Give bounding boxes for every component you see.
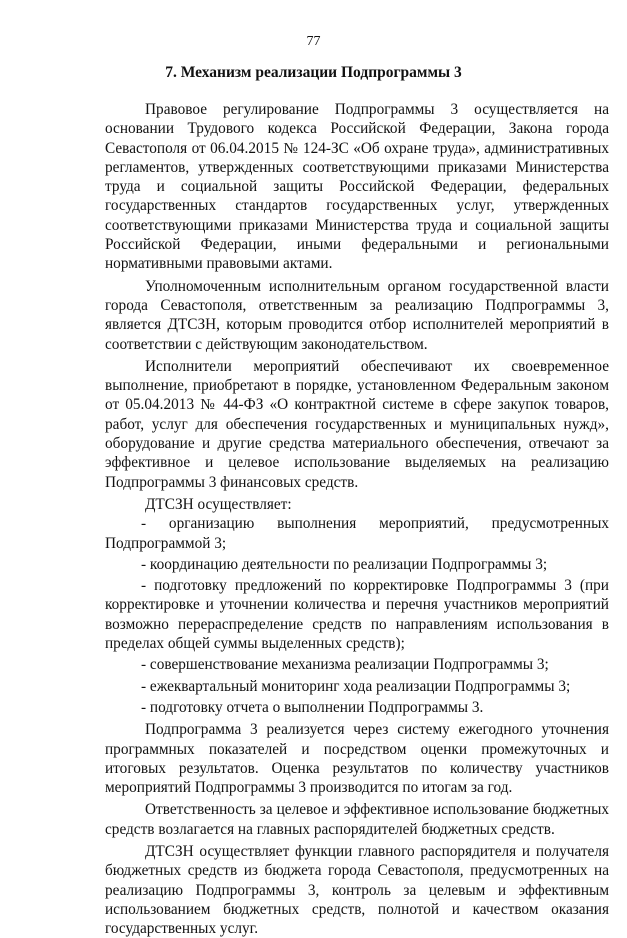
section-heading: 7. Механизм реализации Подпрограммы 3 xyxy=(165,64,462,81)
paragraph-authorized-body: Уполномоченным исполнительным органом государственной власти города Севастополя, ответственным за реализацию Подпрограммы 3, является ДТСЗН, которым проводится отбор исполнителей мероприятий в соответствии с действующим законодательством. xyxy=(105,277,609,353)
paragraph-implementation: Подпрограмма 3 реализуется через систему ежегодного уточнения программных показателей и посредством оценки промежуточных и итоговых результатов. Оценка результатов по количеству участников мероприятий Подпрограммы 3 производится по итогам за год. xyxy=(105,721,609,797)
list-item-organization: - организацию выполнения мероприятий, предусмотренных Подпрограммой 3; xyxy=(105,515,609,552)
list-item-improvement: - совершенствование механизма реализации Подпрограммы 3; xyxy=(141,656,549,674)
document-body xyxy=(105,100,609,938)
list-item-coordination: - координацию деятельности по реализации Подпрограммы 3; xyxy=(141,555,548,573)
paragraph-legal-basis: Правовое регулирование Подпрограммы 3 осуществляется на основании Трудового кодекса Российской Федерации, Закона города Севастополя от 06.04.2015 № 124-ЗС «Об охране труда», административных регламентов, утвержденных соответствующими приказами Министерства труда и социальной защиты Российской Федерации, федеральных государственных стандартов государственных услуг, утвержденных соответствующими приказами Министерства труда и социальной защиты Российской Федерации, иными федеральными и региональными нормативными правовыми актами. xyxy=(105,101,609,273)
list-item-monitoring: - ежеквартальный мониторинг хода реализации Подпрограммы 3; xyxy=(141,677,571,695)
list-item-proposals: - подготовку предложений по корректировке Подпрограммы 3 (при корректировке и уточнении количества и перечня участников мероприятий возможно перераспределение средств по направлениям использования в пределах общей суммы выделенных средств); xyxy=(105,577,609,653)
paragraph-responsibility: Ответственность за целевое и эффективное использование бюджетных средств возлагается на главных распорядителей бюджетных средств. xyxy=(105,801,609,838)
paragraph-executors: Исполнители мероприятий обеспечивают их своевременное выполнение, приобретают в порядке, установленном Федеральным законом от 05.04.2013 № 44-ФЗ «О контрактной системе в сфере закупок товаров, работ, услуг для обеспечения государственных и муниципальных нужд», оборудование и другие средства материального обеспечения, отвечают за эффективное и целевое использование выделяемых на реализацию Подпрограммы 3 финансовых средств. xyxy=(105,357,609,491)
list-item-report: - подготовку отчета о выполнении Подпрограммы 3. xyxy=(141,698,484,716)
page-number: 77 xyxy=(306,34,321,49)
paragraph-dtszn-duties-label: ДТСЗН осуществляет: xyxy=(145,495,292,513)
paragraph-dtszn-functions: ДТСЗН осуществляет функции главного распорядителя и получателя бюджетных средств из бюджета города Севастополя, предусмотренных на реализацию Подпрограммы 3, контроль за целевым и эффективным использованием бюджетных средств, полнотой и качеством оказания государственных услуг. xyxy=(105,842,609,938)
